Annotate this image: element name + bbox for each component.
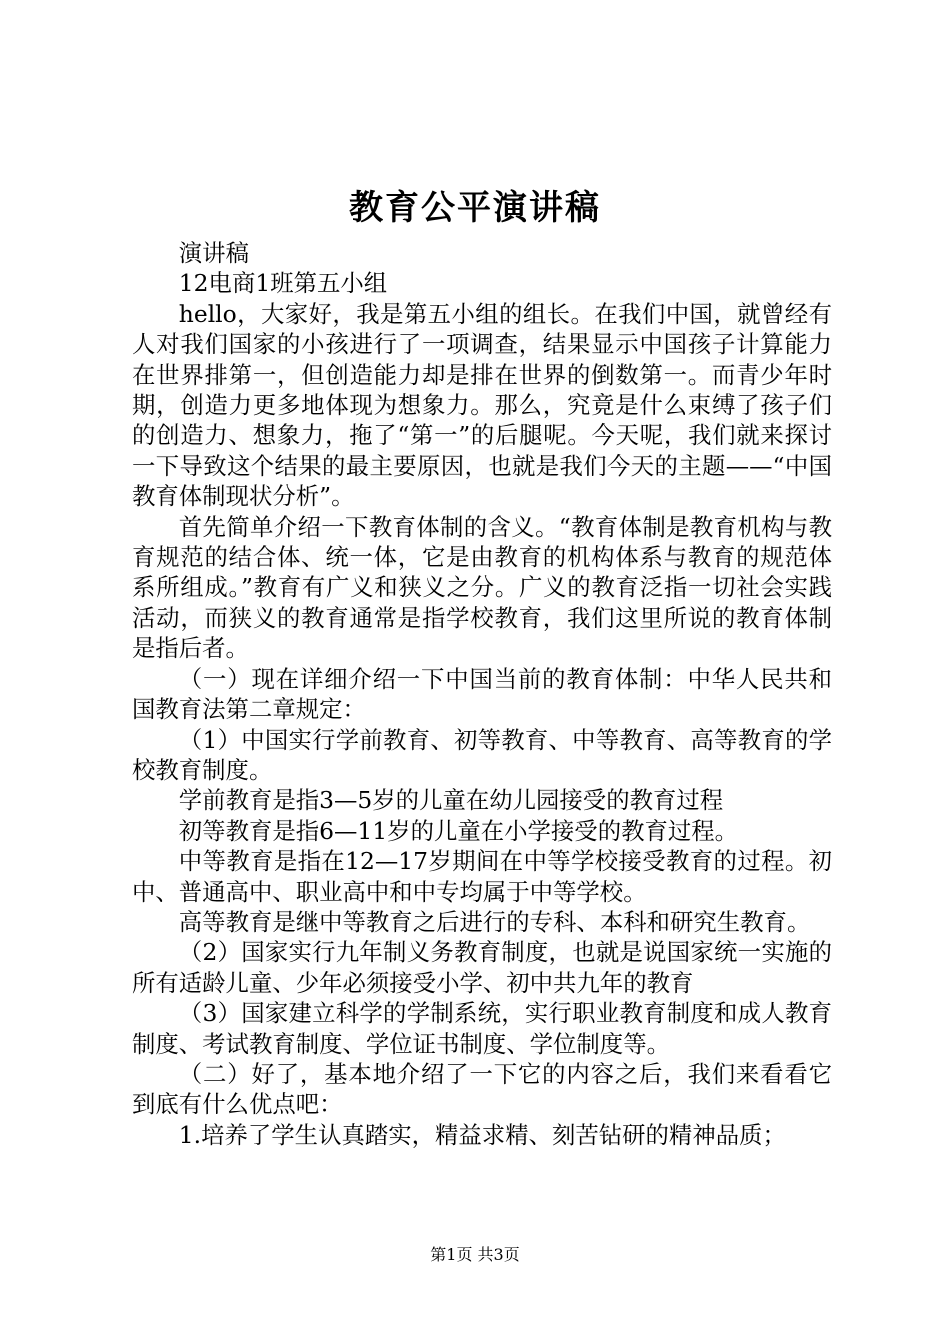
- paragraph: hello，大家好，我是第五小组的组长。在我们中国，就曾经有人对我们国家的小孩进行了一项调查，结果显示中国孩子计算能力在世界排第一，但创造能力却是排在世界的倒数第一。而青少年时期，创造力更多地体现为想象力。那么，究竟是什么束缚了孩子们的创造力、想象力，拖了“第一”的后腿呢。今天呢，我们就来探讨一下导致这个结果的最主要原因，也就是我们今天的主题——“中国教育体制现状分析”。: [132, 299, 832, 511]
- paragraph: 12电商1班第五小组: [178, 269, 388, 298]
- paragraph: 初等教育是指6—11岁的儿童在小学接受的教育过程。: [178, 816, 739, 845]
- document-title: 教育公平演讲稿: [349, 188, 601, 228]
- paragraph: 高等教育是继中等教育之后进行的专科、本科和研究生教育。: [178, 907, 811, 936]
- paragraph: （2）国家实行九年制义务教育制度，也就是说国家统一实施的所有适龄儿童、少年必须接受小学、初中共九年的教育: [132, 938, 832, 997]
- paragraph: 1.培养了学生认真踏实，精益求精、刻苦钻研的精神品质；: [178, 1120, 786, 1149]
- paragraph: 首先简单介绍一下教育体制的含义。“教育体制是教育机构与教育规范的结合体、统一体，它是由教育的机构体系与教育的规范体系所组成。”教育有广义和狭义之分。广义的教育泛指一切社会实践活动，而狭义的教育通常是指学校教育，我们这里所说的教育体制是指后者。: [132, 512, 832, 663]
- page-footer: 第1页 共3页: [430, 1245, 520, 1264]
- document-body: [132, 238, 832, 1150]
- paragraph: （1）中国实行学前教育、初等教育、中等教育、高等教育的学校教育制度。: [132, 725, 832, 784]
- paragraph: （3）国家建立科学的学制系统，实行职业教育制度和成人教育制度、考试教育制度、学位证书制度、学位制度等。: [132, 999, 832, 1058]
- paragraph: （二）好了，基本地介绍了一下它的内容之后，我们来看看它到底有什么优点吧：: [132, 1059, 832, 1119]
- paragraph: 演讲稿: [178, 239, 249, 267]
- paragraph: （一）现在详细介绍一下中国当前的教育体制：中华人民共和国教育法第二章规定：: [132, 664, 832, 724]
- paragraph: 中等教育是指在12—17岁期间在中等学校接受教育的过程。初中、普通高中、职业高中和中专均属于中等学校。: [132, 847, 832, 906]
- paragraph: 学前教育是指3—5岁的儿童在幼儿园接受的教育过程: [178, 786, 724, 815]
